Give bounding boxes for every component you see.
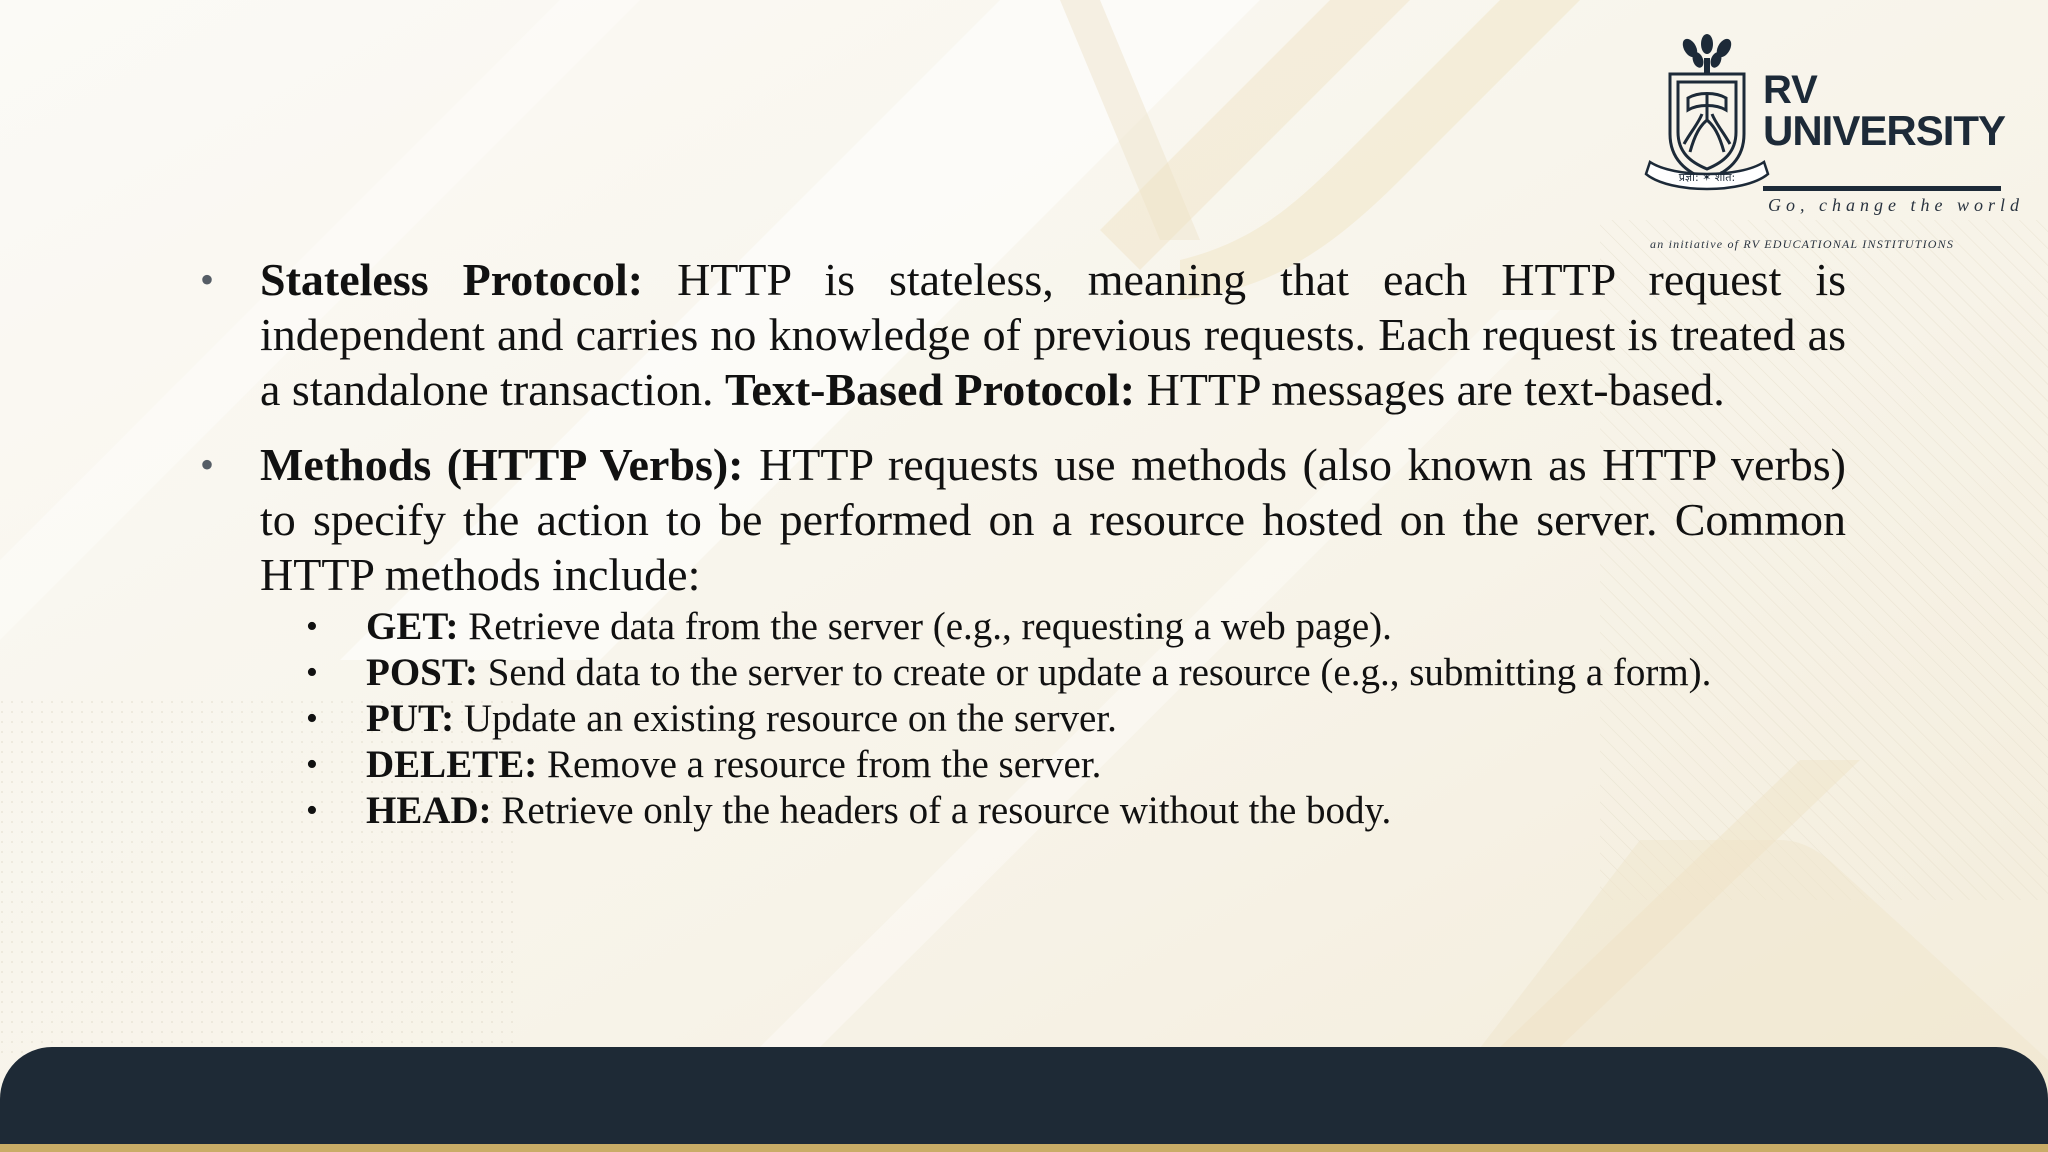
sub-bullet-marker: • [306, 654, 318, 691]
text-based-protocol-text: HTTP messages are text-based. [1135, 364, 1725, 415]
logo-name-line2: UNIVERSITY [1763, 107, 2006, 154]
method-name: DELETE: [366, 743, 538, 786]
method-name: HEAD: [366, 789, 492, 832]
bullet-http-methods [200, 437, 1846, 602]
slide-content [200, 252, 1846, 834]
university-emblem-icon [1640, 34, 1774, 194]
term-http-methods: Methods (HTTP Verbs): [260, 439, 744, 490]
logo-tagline: Go, change the world [1768, 195, 2024, 215]
http-methods-text: HTTP requests use methods (also known as HTTP verbs) to specify the action to be performed on a resource hosted on the server. Common HTTP methods include: [260, 439, 1846, 600]
method-name: GET: [366, 605, 459, 648]
method-post [200, 650, 1846, 696]
sub-bullet-marker: • [306, 700, 318, 737]
method-get [200, 604, 1846, 650]
method-head [200, 788, 1846, 834]
emblem-motto: प्रज्ञा: ✶ शीत: [1678, 171, 1736, 184]
term-text-based-protocol: Text-Based Protocol: [724, 364, 1136, 415]
method-put [200, 696, 1846, 742]
method-description: Remove a resource from the server. [537, 743, 1102, 786]
logo-divider [1763, 186, 2001, 191]
footer-band [0, 1047, 2048, 1152]
method-description: Retrieve only the headers of a resource without the body. [491, 789, 1392, 832]
sub-bullet-marker: • [306, 608, 318, 645]
method-name: POST: [366, 651, 478, 694]
method-description: Send data to the server to create or update a resource (e.g., submitting a form). [477, 651, 1712, 694]
method-description: Update an existing resource on the server. [454, 697, 1117, 740]
logo-initiative-text: an initiative of RV EDUCATIONAL INSTITUTIONS [1650, 237, 1955, 251]
stateless-protocol-text: HTTP is stateless, meaning that each HTTP request is independent and carries no knowledge of previous requests. Each request is treated as a standalone transaction. [260, 254, 1847, 415]
method-delete [200, 742, 1846, 788]
rv-university-logo [1640, 34, 2024, 251]
logo-name-line1: RV [1763, 68, 1818, 112]
sub-bullet-marker: • [306, 792, 318, 829]
method-description: Retrieve data from the server (e.g., requesting a web page). [458, 605, 1392, 648]
term-stateless-protocol: Stateless Protocol: [260, 254, 644, 305]
sub-bullet-marker: • [306, 746, 318, 783]
bullet-marker: • [200, 257, 215, 302]
footer-accent-line [0, 1144, 2048, 1152]
bullet-stateless-protocol [200, 252, 1846, 417]
bullet-marker: • [200, 442, 215, 487]
method-name: PUT: [366, 697, 455, 740]
http-methods-list [200, 604, 1846, 834]
